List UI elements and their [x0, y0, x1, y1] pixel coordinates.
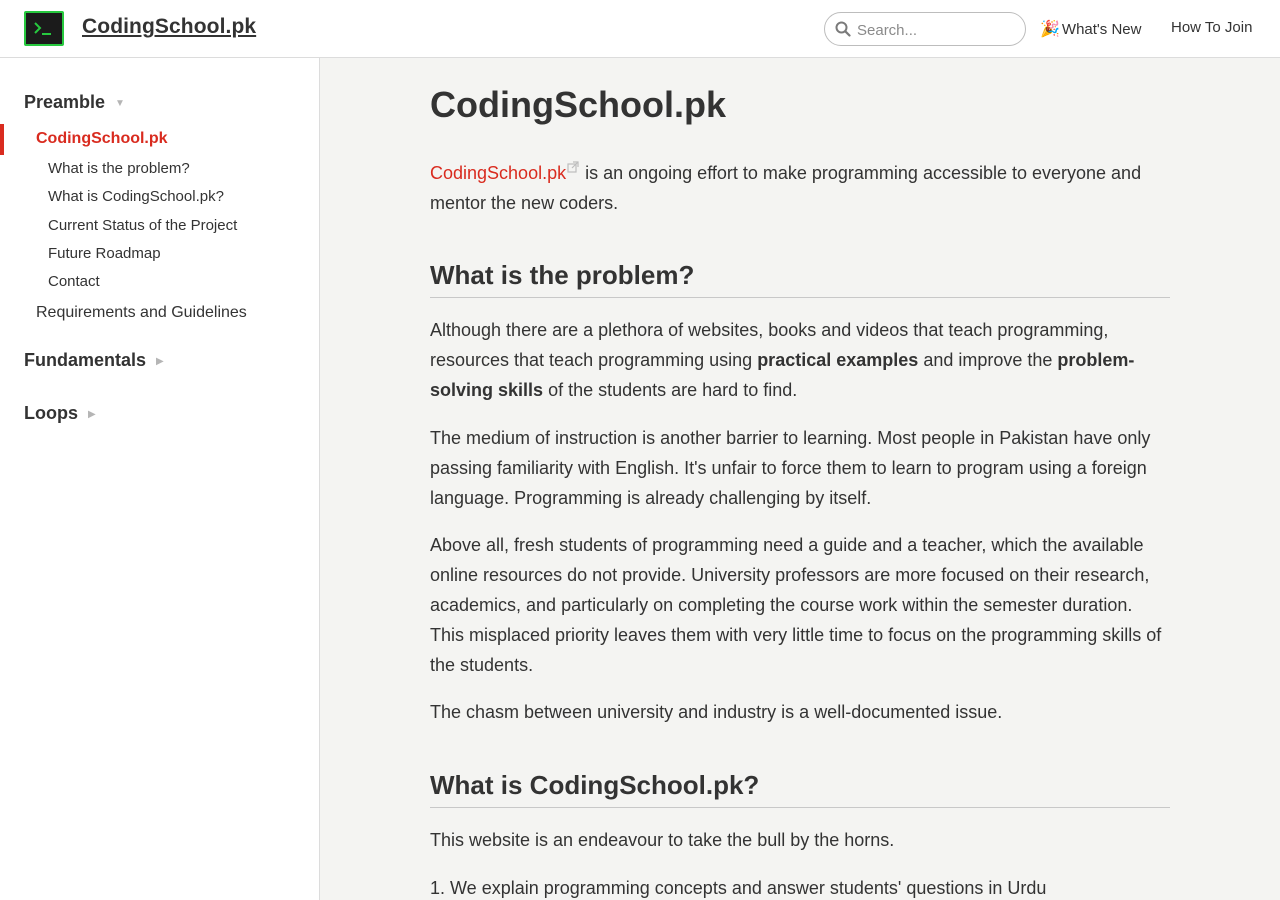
search-input[interactable]	[857, 19, 1017, 41]
sidebar-item-what-is[interactable]: What is CodingSchool.pk?	[48, 188, 224, 205]
top-bar	[0, 0, 1280, 58]
bold-text: problem-solving skills	[430, 350, 1135, 400]
party-popper-icon: 🎉	[1040, 21, 1060, 38]
sidebar-item-contact[interactable]: Contact	[48, 273, 100, 290]
page-title: CodingSchool.pk	[430, 84, 726, 125]
sidebar-section-preamble[interactable]	[24, 92, 125, 113]
problem-paragraph-3: Above all, fresh students of programming need a guide and a teacher, which the available online resources do not provide. University professors are more focused on their research, academics, and particularly on completing the course work within the semester duration. This misplaced priority leaves them with very little time to focus on the programming skills of the students.	[430, 535, 1162, 675]
sidebar-section-label: Loops	[24, 403, 78, 423]
problem-paragraph-2: The medium of instruction is another barrier to learning. Most people in Pakistan have only passing familiarity with English. It's unfair to force them to learn to program using a foreign language. Programming is already challenging by itself.	[430, 428, 1151, 508]
what-is-paragraph: This website is an endeavour to take the bull by the horns.	[430, 830, 895, 850]
sidebar-item-status[interactable]: Current Status of the Project	[48, 217, 238, 234]
codingschool-link[interactable]: CodingSchool.pk	[430, 163, 567, 183]
text-span: Although there are a plethora of websites, books and videos that teach programming, resources that teach programming using	[430, 320, 1109, 370]
text-span: of the students are hard to find.	[548, 380, 798, 400]
whats-new-label: What's New	[1061, 21, 1142, 38]
sidebar-item-requirements[interactable]: Requirements and Guidelines	[36, 304, 247, 321]
chevron-right-icon: ▶	[156, 355, 164, 367]
problem-paragraph-1	[430, 315, 1170, 405]
sidebar-section-label: Fundamentals	[24, 350, 147, 370]
heading-problem: What is the problem?	[430, 260, 1170, 298]
sidebar-item-roadmap[interactable]: Future Roadmap	[48, 245, 161, 262]
how-to-join-link[interactable]: How To Join	[1171, 19, 1253, 36]
list-item: 1. We explain programming concepts and answer students' questions in Urdu	[430, 878, 1047, 898]
whats-new-link[interactable]	[1040, 19, 1141, 39]
problem-paragraph-4: The chasm between university and industry is a well-documented issue.	[430, 702, 1003, 722]
sidebar-item-codingschool[interactable]: CodingSchool.pk	[36, 130, 168, 147]
site-title[interactable]: CodingSchool.pk	[82, 15, 257, 38]
intro-text: is an ongoing effort to make programming accessible to everyone and mentor the new coders.	[430, 163, 1142, 213]
intro-paragraph	[430, 158, 1170, 218]
bold-text: practical examples	[757, 350, 919, 370]
chevron-right-icon: ▶	[88, 408, 96, 420]
active-indicator	[0, 124, 4, 155]
terminal-icon[interactable]	[24, 11, 64, 46]
main-content	[430, 58, 1170, 900]
sidebar-item-problem[interactable]: What is the problem?	[48, 160, 190, 177]
sidebar-section-fundamentals[interactable]	[24, 350, 164, 371]
external-link-icon	[567, 161, 579, 173]
text-span: and improve the	[923, 350, 1053, 370]
search-box[interactable]	[824, 12, 1026, 46]
sidebar-section-loops[interactable]	[24, 403, 96, 424]
sidebar	[0, 58, 320, 900]
heading-what-is: What is CodingSchool.pk?	[430, 770, 1170, 808]
sidebar-section-label: Preamble	[24, 92, 106, 112]
search-icon	[835, 21, 851, 37]
chevron-down-icon: ▼	[115, 97, 125, 109]
